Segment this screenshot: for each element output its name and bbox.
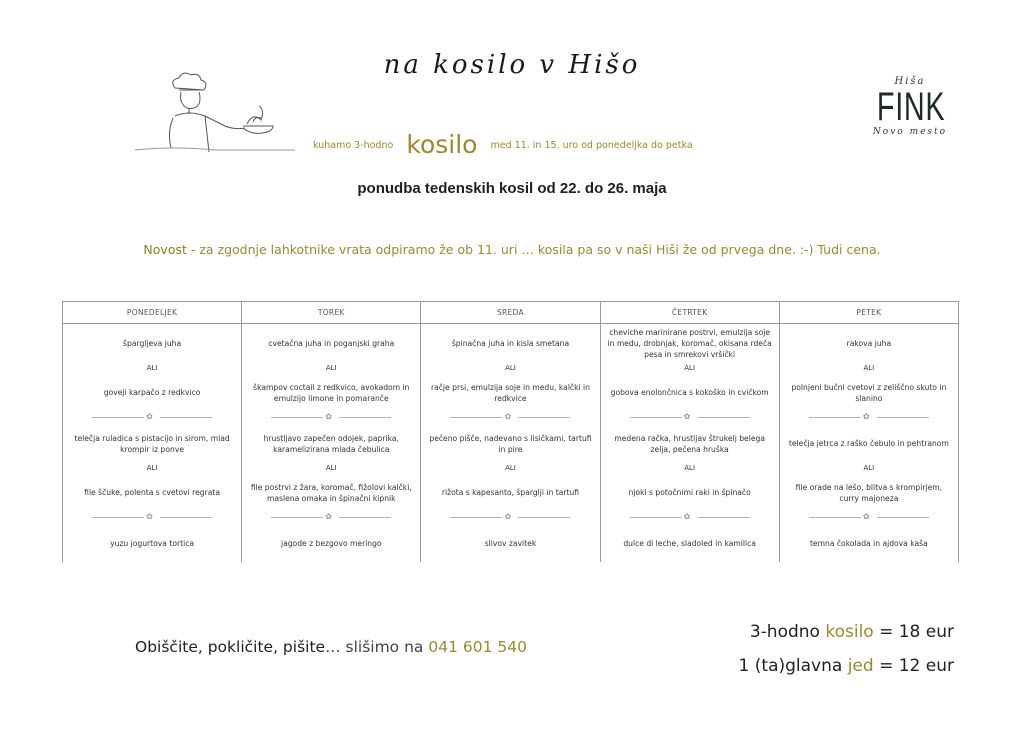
chef-illustration [135, 72, 295, 154]
menu-dish: goveji karpačo z redkvico [63, 374, 242, 411]
menu-dish: telečja jetrca z raško čebulo in pehtranom [779, 425, 958, 462]
ali-label: ALI [600, 462, 779, 474]
menu-dish: račje prsi, emulzija soje in medu, kalčki in redkvice [421, 374, 600, 411]
divider-row [63, 511, 959, 525]
logo-main-text: FINK [876, 85, 946, 129]
menu-dish: jagode z bezgovo meringo [242, 525, 421, 562]
menu-dish: hrustljavo zapečen odojek, paprika, karamelizirana mlada čebulica [242, 425, 421, 462]
lunch-subline [313, 125, 693, 159]
price1-highlight: kosilo [825, 622, 874, 642]
menu-dish: polnjeni bučni cvetovi z zeliščno skuto in slanino [779, 374, 958, 411]
starter-row-2 [63, 374, 959, 411]
price-main-course [739, 656, 954, 676]
price-3-course [750, 622, 954, 642]
price2-highlight: jed [847, 656, 874, 676]
ali-label: ALI [421, 462, 600, 474]
news-lead: Novost [143, 242, 187, 257]
menu-dish: cheviche marinirane postrvi, emulzija soje in medu, drobnjak, koromač, okisana rdeča pesa in smrekovi vršički [600, 324, 779, 363]
subline-kosilo: kosilo [406, 130, 478, 159]
menu-dish: škampov coctail z redkvico, avokadom in emulzijo limone in pomaranče [242, 374, 421, 411]
weekly-menu-table [62, 301, 959, 562]
price1-pre: 3-hodno [749, 622, 826, 642]
menu-dish: medena račka, hrustljav štrukelj belega zelja, pečena hruška [600, 425, 779, 462]
menu-dish: pečeno pišče, nadevano s lisičkami, tartufi in pire [421, 425, 600, 462]
weekly-offer-heading: ponudba tedenskih kosil od 22. do 26. maja [357, 180, 667, 197]
menu-dish: špargljeva juha [63, 324, 242, 363]
page-title: na kosilo v Hišo [383, 50, 641, 80]
ornament-divider: ✿ [92, 412, 212, 422]
menu-dish: njoki s potočnimi raki in špinačo [600, 474, 779, 511]
divider-row [63, 411, 959, 425]
ornament-divider: ✿ [809, 412, 929, 422]
menu-dish: špinačna juha in kisla smetana [421, 324, 600, 363]
ali-label: ALI [421, 362, 600, 374]
ornament-divider: ✿ [809, 512, 929, 522]
day-header: PETEK [779, 302, 958, 324]
ornament-divider: ✿ [271, 512, 391, 522]
ornament-divider: ✿ [271, 412, 391, 422]
subline-pre: kuhamo 3-hodno [313, 140, 394, 151]
ali-label: ALI [779, 462, 958, 474]
starter-row-1 [63, 324, 959, 363]
ali-label: ALI [600, 362, 779, 374]
price1-post: = 18 eur [873, 622, 954, 642]
contact-mid: … slišimo na [325, 638, 429, 656]
logo-top-text: Hiša [894, 76, 926, 87]
ali-label: ALI [779, 362, 958, 374]
ali-row [63, 462, 959, 474]
ali-label: ALI [242, 462, 421, 474]
menu-header-row [63, 302, 959, 324]
logo-bottom-text: Novo mesto [872, 127, 948, 137]
subline-post: med 11. in 15. uro od ponedeljka do petka [490, 140, 693, 151]
menu-dish: temna čokolada in ajdova kaša [779, 525, 958, 562]
ornament-divider: ✿ [92, 512, 212, 522]
menu-dish: dulce di leche, sladoled in kamilica [600, 525, 779, 562]
menu-dish: rižota s kapesanto, šparglji in tartufi [421, 474, 600, 511]
menu-dish: slivov zavitek [421, 525, 600, 562]
main-row-1 [63, 425, 959, 462]
menu-dish: rakova juha [779, 324, 958, 363]
dessert-row [63, 525, 959, 562]
menu-dish: file orade na lešo, blitva s krompirjem, curry majoneza [779, 474, 958, 511]
ornament-divider: ✿ [630, 512, 750, 522]
ornament-divider: ✿ [450, 412, 570, 422]
price2-pre: 1 (ta)glavna [738, 656, 848, 676]
day-header: PONEDELJEK [63, 302, 242, 324]
ali-label: ALI [63, 362, 242, 374]
day-header: TOREK [242, 302, 421, 324]
news-line [0, 242, 1024, 257]
menu-dish: file postrvi z žara, koromač, fižolovi kalčki, maslena omaka in špinačni kipnik [242, 474, 421, 511]
contact-text: Obiščite, pokličite, pišite [135, 638, 326, 656]
menu-dish: yuzu jogurtova tortica [63, 525, 242, 562]
day-header: SREDA [421, 302, 600, 324]
news-text: - za zgodnje lahkotnike vrata odpiramo že ob 11. uri … kosila pa so v naši Hiši že od prvega dne. :-) Tudi cena. [186, 242, 881, 257]
ali-label: ALI [242, 362, 421, 374]
ali-row [63, 362, 959, 374]
contact-line [135, 638, 527, 656]
menu-dish: telečja ruladica s pistacijo in sirom, mlad krompir iz ponve [63, 425, 242, 462]
hisa-fink-logo [864, 76, 956, 164]
main-row-2 [63, 474, 959, 511]
ornament-divider: ✿ [450, 512, 570, 522]
menu-dish: file ščuke, polenta s cvetovi regrata [63, 474, 242, 511]
menu-dish: cvetačna juha in poganjski graha [242, 324, 421, 363]
menu-dish: gobova enolončnica s kokoško in cvičkom [600, 374, 779, 411]
day-header: ČETRTEK [600, 302, 779, 324]
ali-label: ALI [63, 462, 242, 474]
price2-post: = 12 eur [873, 656, 954, 676]
ornament-divider: ✿ [630, 412, 750, 422]
phone-number[interactable]: 041 601 540 [428, 638, 527, 656]
